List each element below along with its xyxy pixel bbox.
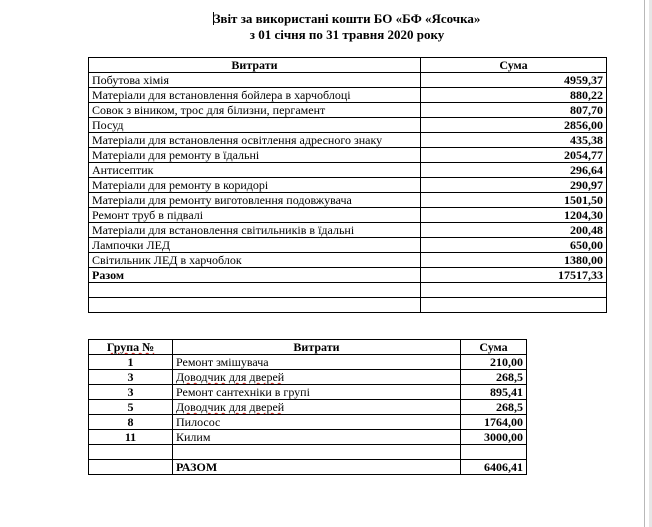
expense-amount[interactable]: 2856,00 [421,118,607,133]
expense-item-text: Ремонт сантехніки в групі [176,385,310,399]
expense-item[interactable] [173,400,461,415]
expense-amount[interactable]: 200,48 [421,223,607,238]
expense-item[interactable]: Побутова хімія [89,73,421,88]
expense-item[interactable] [173,430,461,445]
empty-cell[interactable] [89,298,421,313]
expense-item[interactable]: Світильник ЛЕД в харчоблок [89,253,421,268]
expense-item[interactable] [173,385,461,400]
group-number[interactable]: 11 [89,430,173,445]
table-row [89,88,607,103]
expense-item[interactable]: Антисептик [89,163,421,178]
expense-item[interactable]: Матеріали для встановлення бойлера в харчоблоці [89,88,421,103]
table-header-row [89,340,527,355]
group-number[interactable]: 5 [89,400,173,415]
table-row [89,103,607,118]
empty-row [89,445,527,460]
expense-amount[interactable]: 268,5 [461,400,527,415]
total-amount[interactable]: 17517,33 [421,268,607,283]
expense-amount[interactable]: 807,70 [421,103,607,118]
report-period: з 01 січня по 31 травня 2020 року [249,27,445,42]
total-label[interactable]: РАЗОМ [173,460,461,475]
header-amount[interactable]: Сума [421,58,607,73]
table-row [89,118,607,133]
expense-amount[interactable]: 435,38 [421,133,607,148]
expense-amount[interactable]: 650,00 [421,238,607,253]
group-expenses-table [88,339,527,475]
table-row [89,370,527,385]
total-row [89,268,607,283]
expense-item[interactable]: Матеріали для встановлення освітлення адресного знаку [89,133,421,148]
empty-cell[interactable] [89,460,173,475]
expense-item[interactable] [173,355,461,370]
expense-amount[interactable]: 210,00 [461,355,527,370]
table-row [89,253,607,268]
table-row [89,223,607,238]
header-expenses[interactable]: Витрати [89,58,421,73]
empty-cell[interactable] [89,283,421,298]
expense-item[interactable]: Совок з віником, трос для білизни, пергамент [89,103,421,118]
expenses-table [88,57,607,313]
empty-cell[interactable] [461,445,527,460]
expense-item[interactable]: Матеріали для ремонту в їдальні [89,148,421,163]
table-row [89,400,527,415]
empty-row [89,298,607,313]
expense-item[interactable]: Матеріали для встановлення світильників в їдальні [89,223,421,238]
table-row [89,73,607,88]
group-number[interactable]: 8 [89,415,173,430]
total-row [89,460,527,475]
table-row [89,148,607,163]
page-edge [644,0,645,527]
expense-amount[interactable]: 3000,00 [461,430,527,445]
expense-amount[interactable]: 1204,30 [421,208,607,223]
expense-amount[interactable]: 895,41 [461,385,527,400]
expense-item-text: Пилосос [176,415,221,429]
header-amount[interactable]: Сума [461,340,527,355]
table-row [89,133,607,148]
group-number[interactable]: 1 [89,355,173,370]
table-row [89,193,607,208]
table-row [89,238,607,253]
expense-amount[interactable]: 1764,00 [461,415,527,430]
expense-item[interactable]: Матеріали для ремонту виготовлення подовжувача [89,193,421,208]
expense-item-text: Доводчик для дверей [176,400,285,414]
total-amount[interactable]: 6406,41 [461,460,527,475]
expense-amount[interactable]: 268,5 [461,370,527,385]
table-row [89,355,527,370]
expense-item[interactable] [173,415,461,430]
table-row [89,430,527,445]
empty-cell[interactable] [173,445,461,460]
total-label[interactable]: Разом [89,268,421,283]
expense-item-text: Ремонт змішувача [176,355,269,369]
expense-item-text: Доводчик для дверей [176,370,285,384]
group-number[interactable]: 3 [89,370,173,385]
expense-item[interactable]: Лампочки ЛЕД [89,238,421,253]
expense-amount[interactable]: 290,97 [421,178,607,193]
expense-amount[interactable]: 880,22 [421,88,607,103]
expense-amount[interactable]: 1380,00 [421,253,607,268]
empty-row [89,283,607,298]
header-group[interactable] [89,340,173,355]
expense-item[interactable]: Матеріали для ремонту в коридорі [89,178,421,193]
header-group-text: Група № [106,340,155,354]
expense-item[interactable]: Посуд [89,118,421,133]
group-number[interactable]: 3 [89,385,173,400]
empty-cell[interactable] [421,298,607,313]
table-row [89,163,607,178]
table-row [89,208,607,223]
empty-cell[interactable] [89,445,173,460]
expense-amount[interactable]: 1501,50 [421,193,607,208]
expense-amount[interactable]: 2054,77 [421,148,607,163]
report-title: Звіт за використані кошти БО «БФ «Ясочка» [213,11,481,26]
table-header-row [89,58,607,73]
expense-item[interactable]: Ремонт труб в підвалі [89,208,421,223]
table-row [89,178,607,193]
expense-item[interactable] [173,370,461,385]
table-row [89,385,527,400]
header-expenses[interactable]: Витрати [173,340,461,355]
expense-item-text: Килим [176,430,211,444]
expense-amount[interactable]: 296,64 [421,163,607,178]
expense-amount[interactable]: 4959,37 [421,73,607,88]
table-row [89,415,527,430]
empty-cell[interactable] [421,283,607,298]
